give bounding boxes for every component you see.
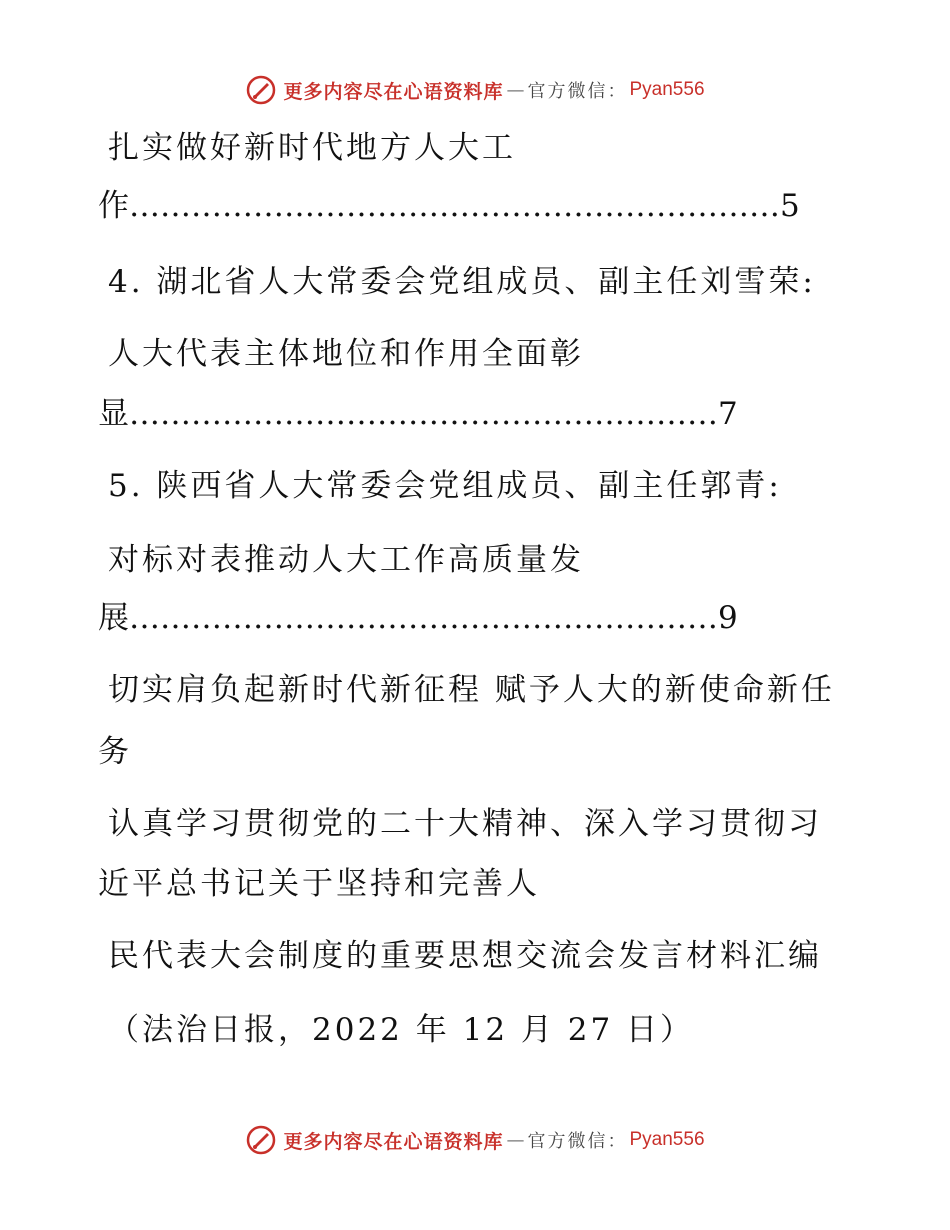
toc-title-line: 人大代表主体地位和作用全面彰 [108,336,584,372]
wechat-id: Pyan556 [629,1129,705,1150]
section-heading-cont: 务 [98,734,132,770]
toc-entry-4 [98,394,738,434]
header-banner [0,70,950,110]
banner-separator: — [506,1129,525,1151]
brand-name: 更多内容尽在心语资料库 [283,1130,504,1153]
paragraph-line: 民代表大会制度的重要思想交流会发言材料汇编 [108,938,822,974]
toc-entry-5 [98,598,738,638]
brand-logo-icon [245,74,277,106]
toc-leader-dots: ………………………………………………… [129,396,718,432]
toc-item-heading: 5. 陕西省人大常委会党组成员、副主任郭青: [108,468,782,504]
paragraph-line: 近平总书记关于坚持和完善人 [98,866,540,902]
brand-logo-icon [245,1124,277,1156]
banner-separator: — [506,79,525,101]
toc-page-number: 9 [718,600,738,636]
source-citation: （法治日报，2022 年 12 月 27 日） [108,1012,695,1048]
toc-item-heading: 4. 湖北省人大常委会党组成员、副主任刘雪荣: [108,264,816,300]
paragraph-line: 认真学习贯彻党的二十大精神、深入学习贯彻习 [108,806,822,842]
toc-page-number: 5 [780,188,800,224]
footer-banner [0,1120,950,1160]
section-heading: 切实肩负起新时代新征程 赋予人大的新使命新任 [108,672,835,708]
official-label: 官方微信： [527,1131,628,1152]
toc-entry-word: 展 [98,600,129,636]
toc-entry-3 [98,186,800,226]
toc-page-number: 7 [718,396,738,432]
official-label: 官方微信： [527,81,628,102]
brand-name: 更多内容尽在心语资料库 [283,80,504,103]
toc-entry-word: 显 [98,396,129,432]
wechat-id: Pyan556 [629,79,705,100]
toc-title-line: 对标对表推动人大工作高质量发 [108,542,584,578]
toc-title-line: 扎实做好新时代地方人大工 [108,130,516,166]
toc-entry-word: 作 [98,188,129,224]
toc-leader-dots: ………………………………………………… [129,600,718,636]
toc-leader-dots: ……………………………………………………… [129,188,780,224]
